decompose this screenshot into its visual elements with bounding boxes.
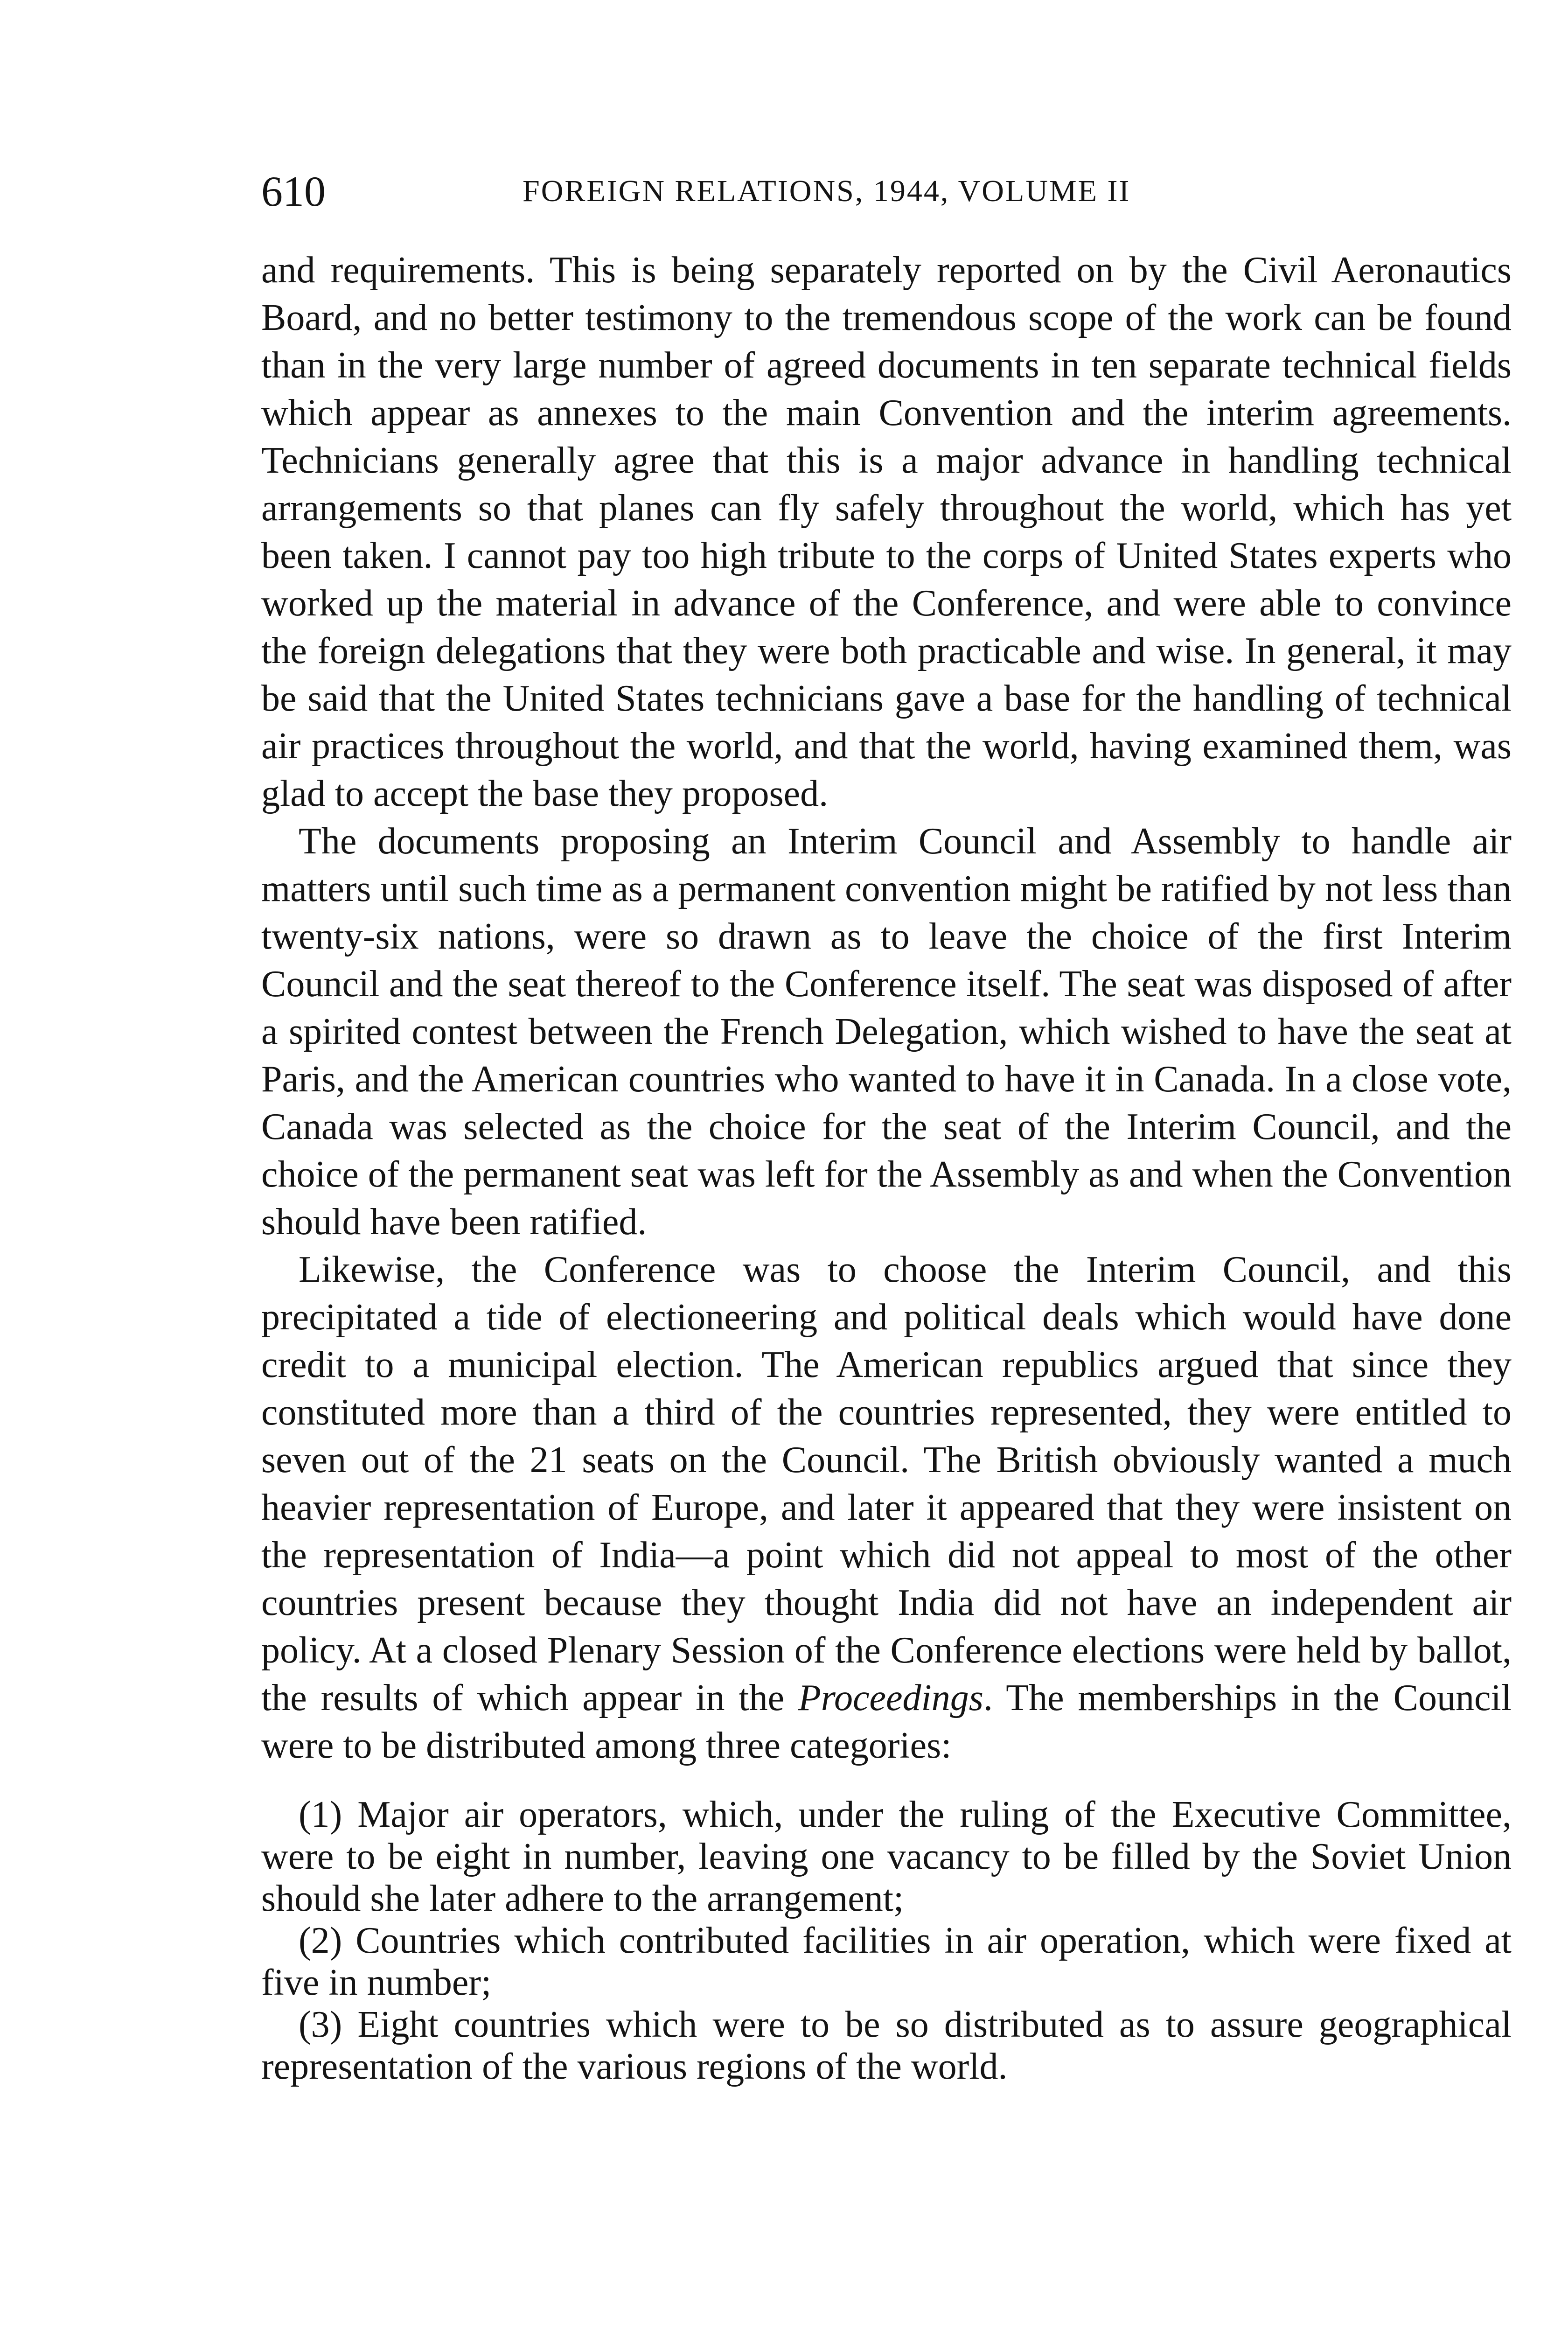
paragraph-3 [261, 1246, 1512, 1769]
proceedings-italic: Proceedings [798, 1677, 983, 1718]
running-head: FOREIGN RELATIONS, 1944, VOLUME II [523, 174, 1131, 208]
list-item [261, 1794, 1512, 1920]
page-number: 610 [261, 168, 326, 215]
paragraph-3-text-end: . The memberships in the Council were to be distributed among three categories: [261, 1677, 1512, 1766]
list-marker: (2) [299, 1920, 342, 1961]
list-text: Countries which contributed facilities in air operation, which were fixed at five in number; [261, 1920, 1512, 2003]
list-text: Eight countries which were to be so distributed as to assure geographical representation of the various regions of the world. [261, 2004, 1512, 2087]
paragraph-3-text-start: Likewise, the Conference was to choose the Interim Council, and this precipitated a tide of electioneering and political deals which would have done credit to a municipal election. The American republics argued that since they constituted more than a third of the countries represented, they were entitled to seven out of the 21 seats on the Council. The British obviously wanted a much heavier representation of Europe, and later it appeared that they were insistent on the representation of India—a point which did not appeal to most of the other countries present because they thought India did not have an independent air policy. At a closed Plenary Session of the Conference elections were held by ballot, the results of which appear in the [261, 1249, 1512, 1718]
list-marker: (3) [299, 2004, 342, 2045]
list-marker: (1) [299, 1794, 342, 1835]
category-list [261, 1794, 1512, 2088]
list-item [261, 1920, 1512, 2004]
paragraph-2: The documents proposing an Interim Council and Assembly to handle air matters until such time as a permanent convention might be ratified by not less than twenty-six nations, were so drawn as to leave the choice of the first Interim Council and the seat thereof to the Conference itself. The seat was disposed of after a spirited contest between the French Delegation, which wished to have the seat at Paris, and the American countries who wanted to have it in Canada. In a close vote, Canada was selected as the choice for the seat of the Interim Council, and the choice of the permanent seat was left for the Assembly as and when the Convention should have been ratified. [261, 821, 1512, 1243]
list-item [261, 2004, 1512, 2088]
paragraph-1: and requirements. This is being separately reported on by the Civil Aeronautics Board, and no better testimony to the tremendous scope of the work can be found than in the very large number of agreed documents in ten separate technical fields which appear as annexes to the main Convention and the interim agreements. Technicians generally agree that this is a major advance in handling technical arrangements so that planes can fly safely throughout the world, which has yet been taken. I cannot pay too high tribute to the corps of United States experts who worked up the material in advance of the Conference, and were able to convince the foreign delegations that they were both practicable and wise. In general, it may be said that the United States technicians gave a base for the handling of technical air practices throughout the world, and that the world, having examined them, was glad to accept the base they proposed. [261, 250, 1512, 814]
body-text [261, 246, 1512, 2088]
page-header [261, 163, 1512, 219]
list-text: Major air operators, which, under the ruling of the Executive Committee, were to be eight in number, leaving one vacancy to be filled by the Soviet Union should she later adhere to the arrangement; [261, 1794, 1512, 1919]
